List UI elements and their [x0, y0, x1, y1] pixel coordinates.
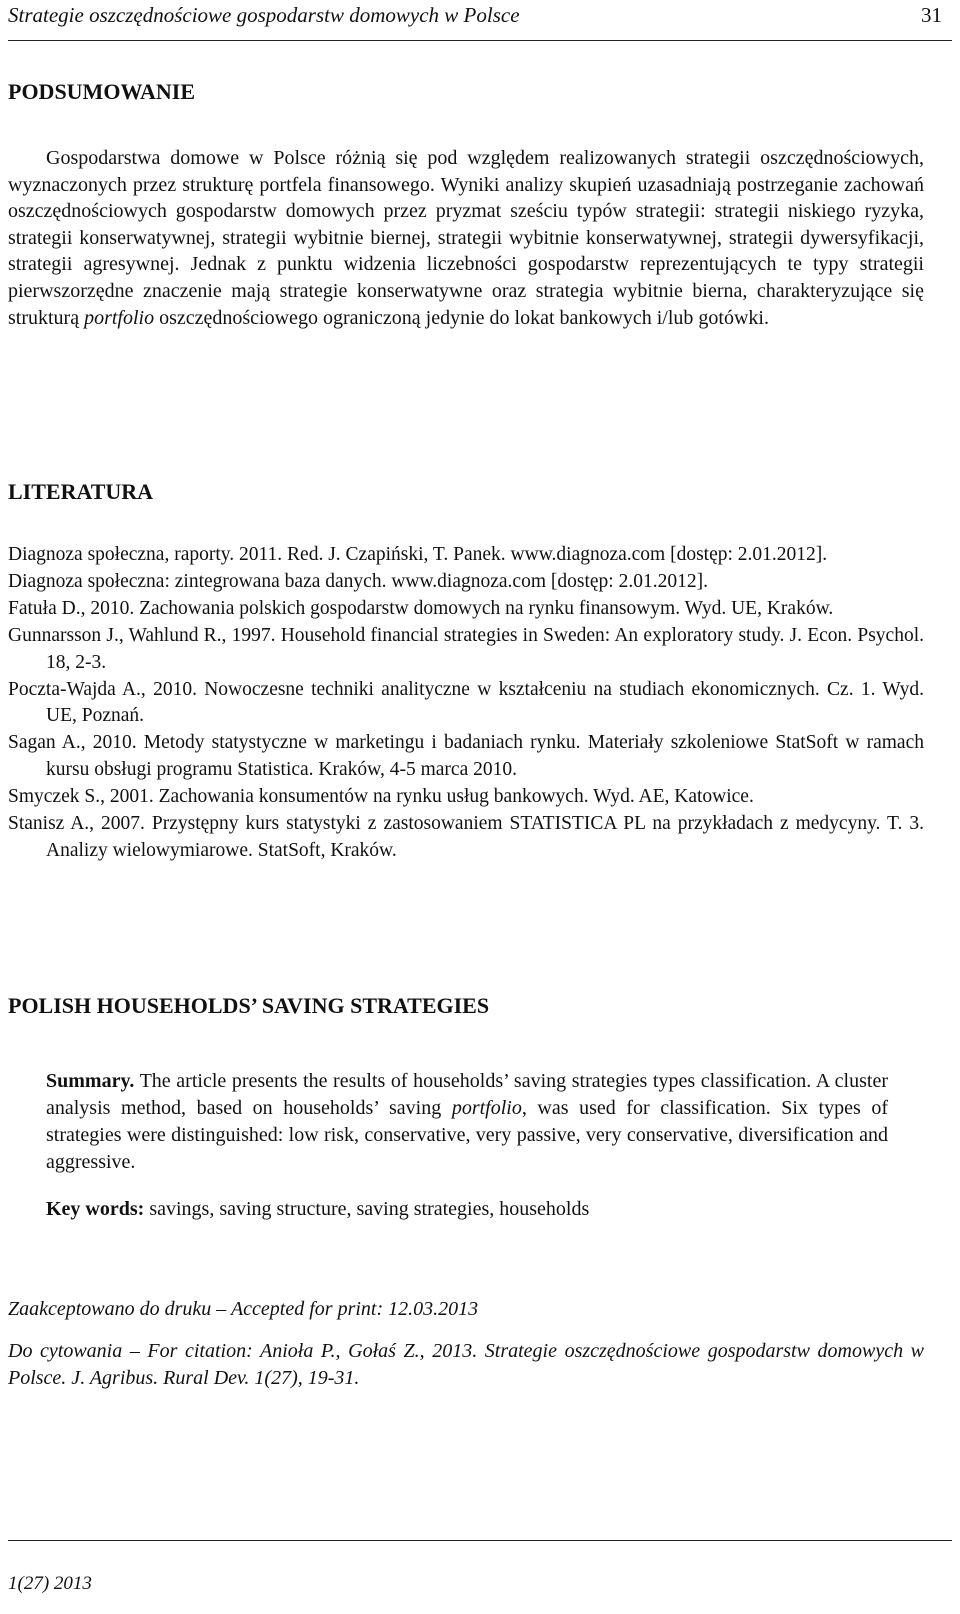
english-summary: [46, 1068, 888, 1176]
summary-text-1: The article presents the results of households’ saving strategies types classification. A cluster analysis method, based on households’ saving: [46, 1070, 888, 1120]
footer-rule: [8, 1540, 952, 1541]
summary-italic: portfolio: [451, 1097, 522, 1120]
reference-item: Smyczek S., 2001. Zachowania konsumentów na rynku usług bankowych. Wyd. AE, Katowice.: [8, 786, 754, 808]
reference-item: Diagnoza społeczna, raporty. 2011. Red. J. Czapiński, T. Panek. www.diagnoza.com [dostęp: 2.01.2012].: [8, 544, 828, 565]
summary-text-2: , was used for classification. Six types of strategies were distinguished: low risk, conservative, very passive, very conservative, diversification and aggressive.: [46, 1097, 888, 1174]
keywords-text: savings, saving structure, saving strategies, households: [149, 1198, 590, 1220]
keywords: [46, 1196, 888, 1223]
summary-pl-text-2: oszczędnościowego ograniczoną jedynie do lokat bankowych i/lub gotówki.: [159, 306, 769, 329]
summary-pl-italic: portfolio: [84, 306, 155, 329]
citation-note: Do cytowania – For citation: Anioła P., Gołaś Z., 2013. Strategie oszczędnościowe gospodarstw domowych w Polsce. J. Agribus. Rural Dev. 1(27), 19-31.: [8, 1340, 924, 1389]
reference-item: Stanisz A., 2007. Przystępny kurs statystyki z zastosowaniem STATISTICA PL na przykładach z medycyny. T. 3. Analizy wielowymiarowe. StatSoft, Kraków.: [8, 813, 924, 861]
accepted-note: Zaakceptowano do druku – Accepted for print: 12.03.2013: [8, 1298, 479, 1320]
section-heading-literature: LITERATURA: [8, 479, 154, 504]
reference-item: Poczta-Wajda A., 2010. Nowoczesne techniki analityczne w kształceniu na studiach ekonomicznych. Cz. 1. Wyd. UE, Poznań.: [8, 678, 924, 727]
reference-item: Sagan A., 2010. Metody statystyczne w marketingu i badaniach rynku. Materiały szkoleniowe StatSoft w ramach kursu obsługi programu Statistica. Kraków, 4-5 marca 2010.: [8, 732, 924, 781]
page-number: 31: [921, 3, 942, 27]
reference-item: Fatuła D., 2010. Zachowania polskich gospodarstw domowych na rynku finansowym. Wyd. UE, Kraków.: [8, 597, 834, 619]
reference-list: [8, 542, 924, 865]
reference-item: Gunnarsson J., Wahlund R., 1997. Household financial strategies in Sweden: An exploratory study. J. Econ. Psychol. 18, 2-3.: [8, 624, 924, 673]
running-title: Strategie oszczędnościowe gospodarstw domowych w Polsce: [8, 3, 520, 27]
reference-item: Diagnoza społeczna: zintegrowana baza danych. www.diagnoza.com [dostęp: 2.01.2012].: [8, 570, 708, 592]
summary-pl-paragraph: [8, 145, 924, 331]
keywords-label: Key words:: [46, 1198, 145, 1220]
running-header: [8, 0, 952, 41]
section-heading-summary-pl: PODSUMOWANIE: [8, 79, 196, 104]
summary-label: Summary.: [46, 1070, 135, 1092]
section-heading-english: POLISH HOUSEHOLDS’ SAVING STRATEGIES: [8, 993, 490, 1018]
summary-pl-text-1: Gospodarstwa domowe w Polsce różnią się pod względem realizowanych strategii oszczędnościowych, wyznaczonych przez strukturę portfela finansowego. Wyniki analizy skupień uzasadniają postrzeganie zachowań oszczędnościowych gospodarstw domowych przez pryzmat sześciu typów strategii: strategii niskiego ryzyka, strategii konserwatywnej, strategii wybitnie biernej, strategii wybitnie konserwatywnej, strategii dywersyfikacji, strategii agresywnej. Jednak z punktu widzenia liczebności gospodarstw reprezentujących te typy strategii pierwszorzędne znaczenie mają strategie konserwatywne oraz strategia wybitnie bierna, charakteryzujące się strukturą: [8, 147, 924, 329]
footer-issue: 1(27) 2013: [8, 1573, 92, 1594]
